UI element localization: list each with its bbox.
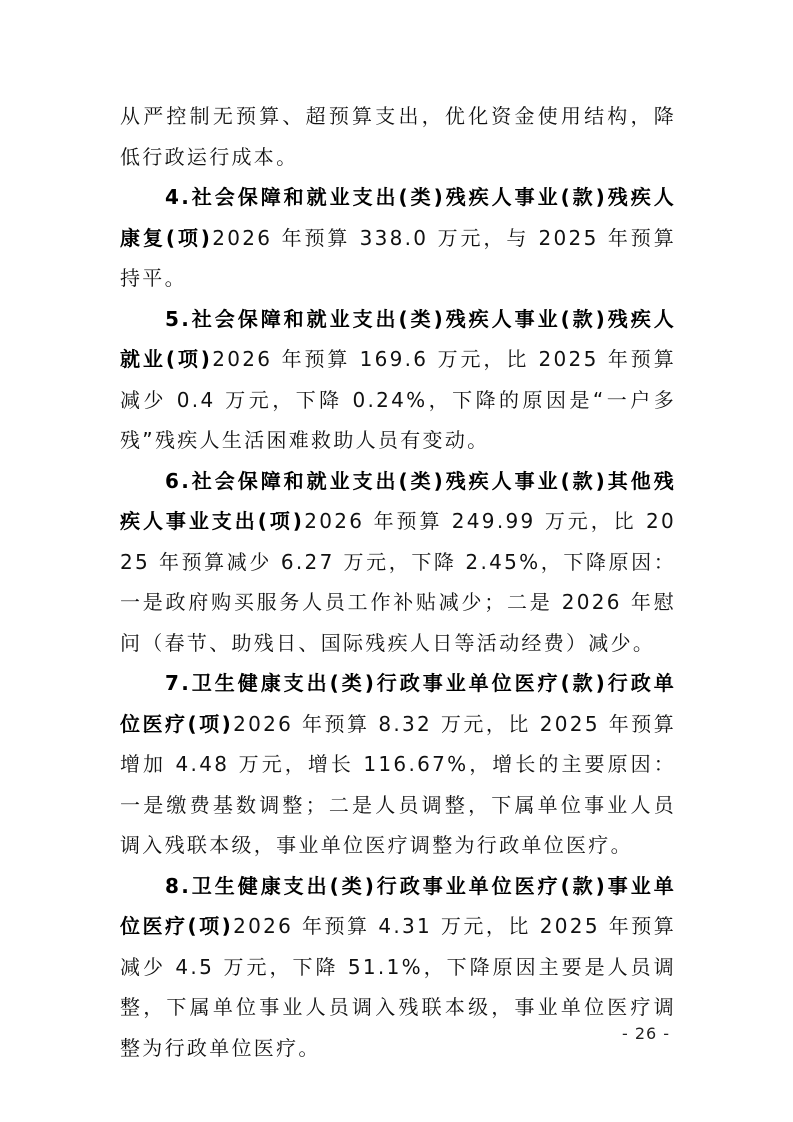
paragraph-heading: 4.社会保障和就业支出(类)残疾人事业(款)残疾人康复(项) xyxy=(120,185,676,250)
paragraph-continuation xyxy=(120,96,676,177)
paragraph-item-6 xyxy=(120,461,676,664)
paragraph-text: 2026 年预算 338.0 万元，与 2025 年预算持平。 xyxy=(120,225,676,290)
paragraph-item-4 xyxy=(120,177,676,299)
paragraph-text: 2026 年预算 249.99 万元，比 2025 年预算减少 6.27 万元，下降 2.45%，下降原因：一是政府购买服务人员工作补贴减少；二是 2026 年慰问（春节、助残日、国际残疾人日等活动经费）减少。 xyxy=(120,509,676,655)
document-body xyxy=(120,96,676,1068)
paragraph-heading: 5.社会保障和就业支出(类)残疾人事业(款)残疾人就业(项) xyxy=(120,306,676,371)
paragraph-item-5 xyxy=(120,299,676,461)
paragraph-item-8 xyxy=(120,866,676,1069)
paragraph-item-7 xyxy=(120,663,676,866)
paragraph-heading: 8.卫生健康支出(类)行政事业单位医疗(款)事业单位医疗(项) xyxy=(120,873,676,938)
paragraph-text: 2026 年预算 8.32 万元，比 2025 年预算增加 4.48 万元，增长 116.67%，增长的主要原因：一是缴费基数调整；二是人员调整，下属单位事业人员调入残联本级，事业单位医疗调整为行政单位医疗。 xyxy=(120,711,676,857)
paragraph-heading: 6.社会保障和就业支出(类)残疾人事业(款)其他残疾人事业支出(项) xyxy=(120,468,676,533)
paragraph-text: 从严控制无预算、超预算支出，优化资金使用结构，降低行政运行成本。 xyxy=(120,104,676,169)
paragraph-text: 2026 年预算 4.31 万元，比 2025 年预算减少 4.5 万元，下降 51.1%，下降原因主要是人员调整，下属单位事业人员调入残联本级，事业单位医疗调整为行政单位医疗。 xyxy=(120,914,676,1060)
paragraph-heading: 7.卫生健康支出(类)行政事业单位医疗(款)行政单位医疗(项) xyxy=(120,671,676,736)
page-number: - 26 - xyxy=(622,1024,671,1043)
paragraph-text: 2026 年预算 169.6 万元，比 2025 年预算减少 0.4 万元，下降 0.24%，下降的原因是“一户多残”残疾人生活困难救助人员有变动。 xyxy=(120,347,676,452)
